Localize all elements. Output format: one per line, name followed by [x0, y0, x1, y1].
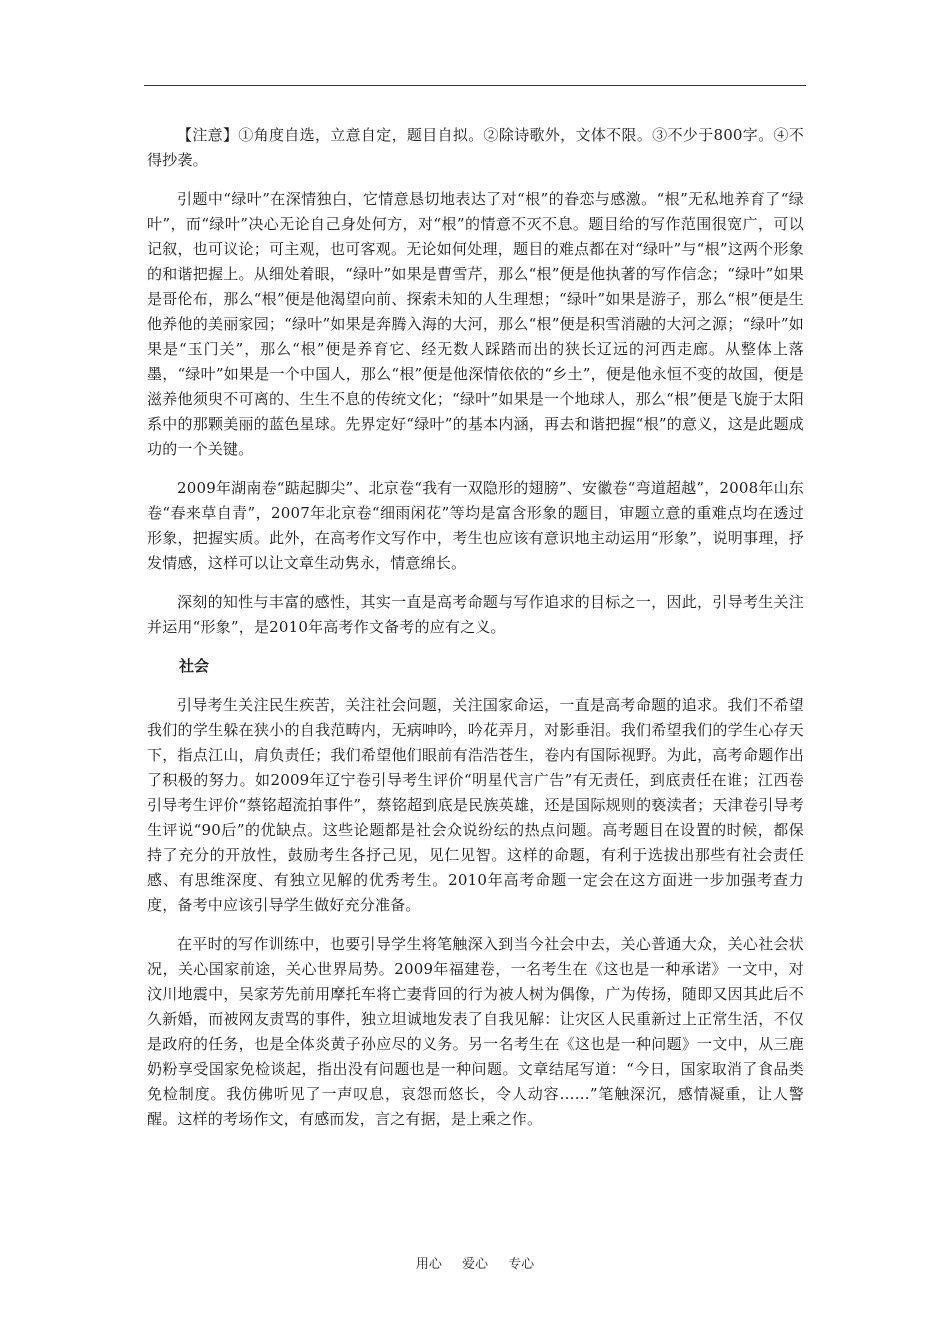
paragraph-society-1: 引导考生关注民生疾苦，关注社会问题，关注国家命运，一直是高考命题的追求。我们不希望我们的学生躲在狭小的自我范畴内，无病呻吟，吟花弄月，对影垂泪。我们希望我们的学生心存天下，指点江山，肩负责任；我们希望他们眼前有浩浩苍生，卷内有国际视野。为此，高考命题作出了积极的努力。如2009年辽宁卷引导考生评价“明星代言广告”有无责任，到底责任在谁；江西卷引导考生评价“蔡铭超流拍事件”，蔡铭超到底是民族英雄，还是国际规则的亵渎者；天津卷引导考生评说“90后”的优缺点。这些论题都是社会众说纷纭的热点问题。高考题目在设置的时候，都保持了充分的开放性，鼓励考生各抒己见，见仁见智。这样的命题，有利于选拔出那些有社会责任感、有思维深度、有独立见解的优秀考生。2010年高考命题一定会在这方面进一步加强考查力度，备考中应该引导学生做好充分准备。: [147, 696, 804, 914]
section-heading: 社会: [179, 657, 210, 675]
paragraph-examples: 2009年湖南卷“踮起脚尖”、北京卷“我有一双隐形的翅膀”、安徽卷“弯道超越”，2008年山东卷“春来草自青”，2007年北京卷“细雨闲花”等均是富含形象的题目，审题立意的重难点均在透过形象，把握实质。此外，在高考作文写作中，考生也应该有意识地主动运用“形象”，说明事理，抒发情感，这样可以让文章生动隽永，情意绵长。: [147, 479, 804, 572]
page-footer: [0, 1253, 950, 1272]
paragraph-society-2: 在平时的写作训练中，也要引导学生将笔触深入到当今社会中去，关心普通大众，关心社会状况，关心国家前途，关心世界局势。2009年福建卷，一名考生在《这也是一种承诺》一文中，对汶川地震中，吴家芳先前用摩托车将亡妻背回的行为被人树为偶像，广为传扬，随即又因其此后不久新婚，而被网友责骂的事件，独立坦诚地发表了自我见解：让灾区人民重新过上正常生活，不仅是政府的任务，也是全体炎黄子孙应尽的义务。另一名考生在《这也是一种问题》一文中，从三鹿奶粉享受国家免检谈起，指出没有问题也是一种问题。文章结尾写道：“今日，国家取消了食品类免检制度。我仿佛听见了一声叹息，哀怨而悠长，令人动容……”笔触深沉，感情凝重，让人警醒。这样的考场作文，有感而发，言之有据，是上乘之作。: [147, 935, 804, 1128]
footer-item: 爱心: [461, 1257, 488, 1272]
header-rule: [144, 85, 806, 86]
footer-item: 专心: [508, 1257, 535, 1272]
document-body: [147, 123, 804, 1146]
paragraph-note: 【注意】①角度自选，立意自定，题目自拟。②除诗歌外，文体不限。③不少于800字。④不得抄袭。: [147, 126, 804, 169]
footer-item: 用心: [415, 1257, 442, 1272]
paragraph-analysis: 引题中“绿叶”在深情独白，它情意恳切地表达了对“根”的眷恋与感激。“根”无私地养育了“绿叶”，而“绿叶”决心无论自己身处何方，对“根”的情意不灭不息。题目给的写作范围很宽广，可以记叙，也可议论；可主观，也可客观。无论如何处理，题目的难点都在对“绿叶”与“根”这两个形象的和谐把握上。从细处着眼，“绿叶”如果是曹雪芹，那么“根”便是他执著的写作信念；“绿叶”如果是哥伦布，那么“根”便是他渴望向前、探索未知的人生理想；“绿叶”如果是游子，那么“根”便是生他养他的美丽家园；“绿叶”如果是奔腾入海的大河，那么“根”便是积雪消融的大河之源；“绿叶”如果是“玉门关”，那么“根”便是养育它、经无数人踩踏而出的狭长辽远的河西走廊。从整体上落墨，“绿叶”如果是一个中国人，那么“根”便是他深情依依的“乡土”，便是他永恒不变的故国，便是滋养他须臾不可离的、生生不息的传统文化；“绿叶”如果是一个地球人，那么“根”便是飞旋于太阳系中的那颗美丽的蓝色星球。先界定好“绿叶”的基本内涵，再去和谐把握“根”的意义，这是此题成功的一个关键。: [147, 190, 804, 458]
paragraph-conclusion: 深刻的知性与丰富的感性，其实一直是高考命题与写作追求的目标之一，因此，引导考生关注并运用“形象”，是2010年高考作文备考的应有之义。: [147, 593, 804, 636]
